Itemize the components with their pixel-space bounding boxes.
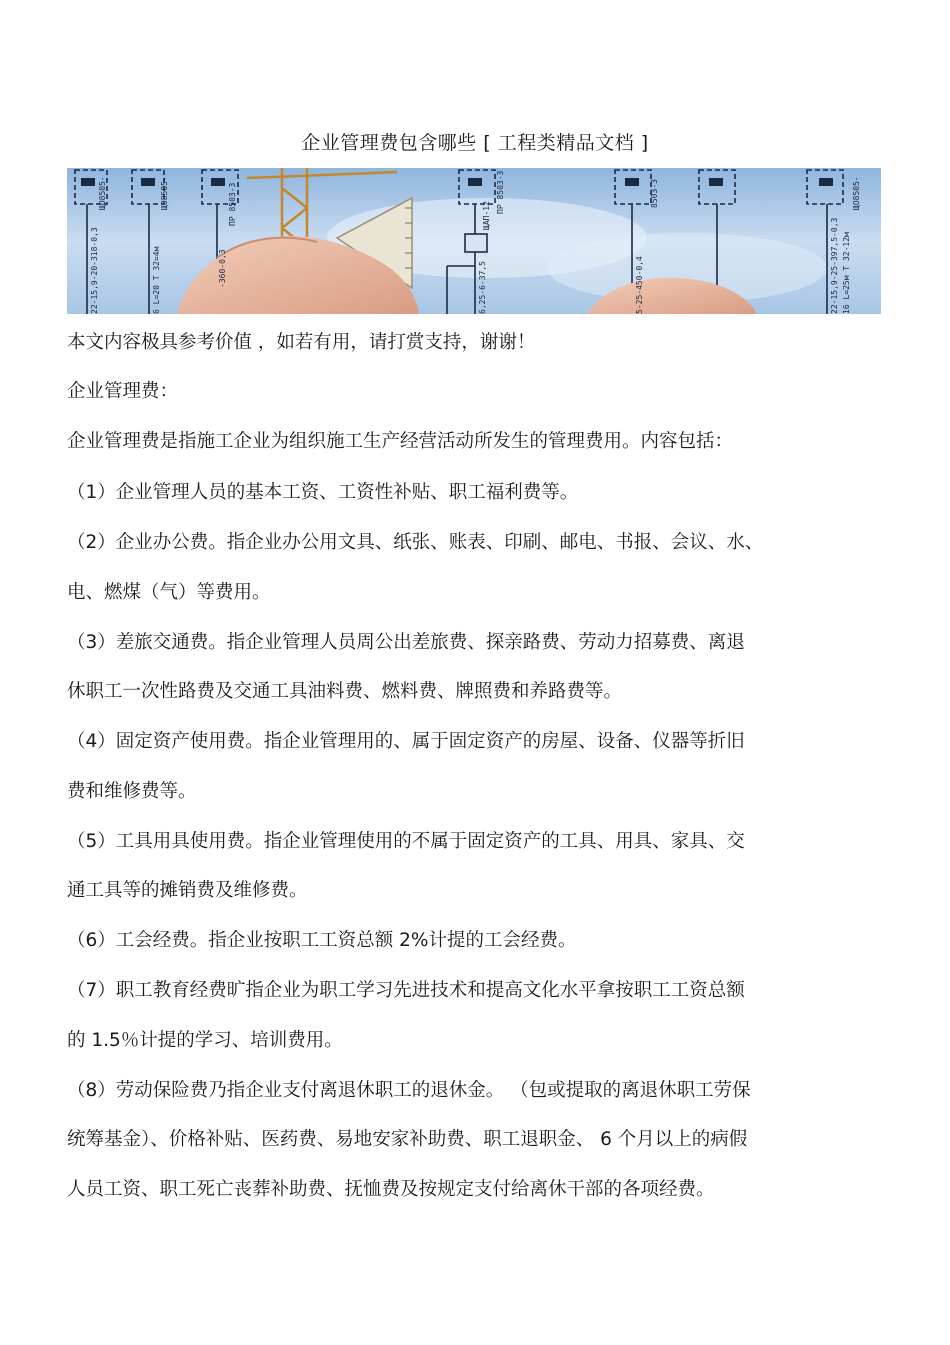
banner-label: ЩО8505-: [852, 176, 861, 210]
list-item: （5）工具用具使用费。指企业管理使用的不属于固定资产的工具、用具、家具、交: [67, 831, 745, 852]
list-item: （3）差旅交通费。指企业管理人员周公出差旅费、探亲路费、劳动力招募费、离退: [67, 632, 745, 653]
list-item-continuation: 休职工一次性路费及交通工具油料费、燃料费、牌照费和养路费等。: [67, 681, 623, 702]
banner-label: 6,25-6-37,5: [478, 261, 487, 314]
banner-label: 22-15,9-20-318-0,3: [90, 227, 99, 314]
list-item-continuation: 电、燃煤（气）等费用。: [67, 582, 271, 603]
list-item: （1）企业管理人员的基本工资、工资性补贴、职工福利费等。: [67, 482, 579, 503]
banner-label: ПР 8503-3: [496, 170, 505, 214]
list-item: （8）劳动保险费乃指企业支付离退休职工的退休金。 （包或提取的离退休职工劳保: [67, 1080, 751, 1101]
intro-line: 本文内容极具参考价值 ，如若有用，请打赏支持，谢谢！: [67, 332, 536, 353]
list-item: （6）工会经费。指企业按职工工资总额 2%计提的工会经费。: [67, 930, 577, 951]
engineering-banner-image: [67, 168, 881, 314]
list-item-continuation: 统筹基金）、价格补贴、医药费、易地安家补助费、职工退职金、 6 个月以上的病假: [67, 1129, 748, 1150]
banner-label: 5-25-450-0,4: [635, 256, 644, 314]
list-item: （2）企业办公费。指企业办公用文具、纸张、账表、印刷、邮电、书报、会议、水、: [67, 532, 764, 553]
list-item: （7）职工教育经费旷指企业为职工学习先进技术和提高文化水平拿按职工工资总额: [67, 980, 745, 1001]
list-item-continuation: 通工具等的摊销费及维修费。: [67, 880, 308, 901]
banner-label: 22-15,9-25-397,5-0,3: [830, 217, 839, 314]
list-item-continuation: 费和维修费等。: [67, 781, 197, 802]
banner-label: 8503-3: [650, 179, 659, 208]
banner-label: ЩО8505-: [160, 176, 169, 210]
body-text-line: 企业管理费是指施工企业为组织施工生产经营活动所发生的管理费用。内容包括：: [67, 431, 734, 452]
banner-label: ЩО8505-: [98, 176, 107, 210]
section-heading: 企业管理费：: [67, 381, 179, 402]
banner-label: 16 L=25м Т 32-12м: [842, 232, 851, 314]
list-item-continuation: 人员工资、职工死亡丧葬补助费、抚恤费及按规定支付给离休干部的各项经费。: [67, 1179, 715, 1200]
banner-label: 6 L=20 Т 32=4м: [152, 246, 161, 314]
banner-label: ПР 8503-3: [228, 182, 237, 226]
list-item-continuation: 的 1.5％计提的学习、培训费用。: [67, 1030, 343, 1051]
page-title: 企业管理费包含哪些 [ 工程类精品文档 ]: [301, 132, 649, 154]
banner-label: ЩАП-12: [482, 201, 491, 230]
list-item: （4）固定资产使用费。指企业管理用的、属于固定资产的房屋、设备、仪器等折旧: [67, 731, 745, 752]
banner-label: -360-0,3: [218, 249, 227, 288]
